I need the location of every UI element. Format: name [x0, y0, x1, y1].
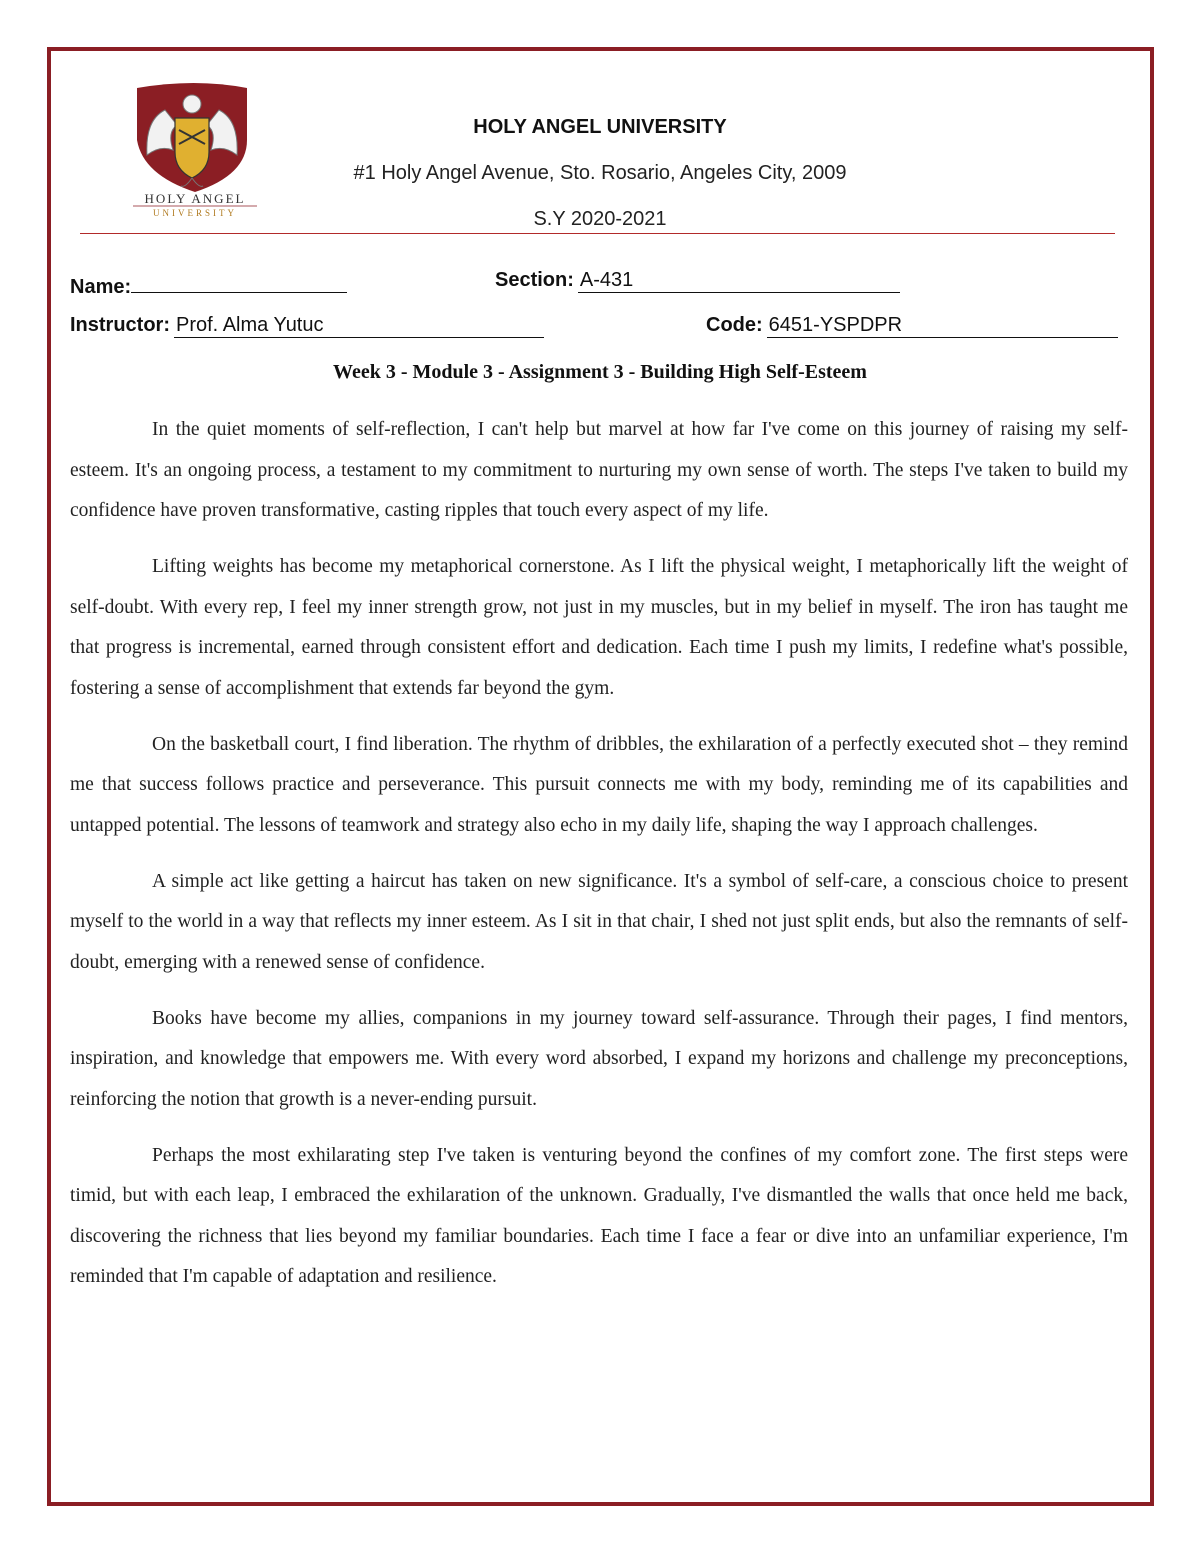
name-label: Name: — [70, 276, 132, 298]
section-field — [495, 268, 900, 293]
instructor-value[interactable]: Prof. Alma Yutuc — [174, 313, 544, 338]
logo-text-bottom: UNIVERSITY — [153, 208, 237, 218]
university-logo — [125, 70, 265, 220]
paragraph: A simple act like getting a haircut has taken on new significance. It's a symbol of self-care, a conscious choice to present myself to the world in a way that reflects my inner esteem. As I sit in that chair, I shed not just split ends, but also the remnants of self-doubt, emerging with a renewed sense of confidence. — [70, 870, 1128, 973]
section-value[interactable]: A-431 — [578, 268, 900, 293]
university-address: #1 Holy Angel Avenue, Sto. Rosario, Angeles City, 2009 — [353, 162, 847, 184]
university-name: HOLY ANGEL UNIVERSITY — [473, 116, 727, 138]
name-value[interactable] — [131, 268, 347, 293]
instructor-field — [70, 313, 544, 338]
logo-text-top: HOLY ANGEL — [144, 191, 246, 206]
code-value[interactable]: 6451-YSPDPR — [767, 313, 1118, 338]
code-field — [706, 313, 1118, 338]
instructor-label: Instructor: — [70, 314, 170, 336]
paragraph: Lifting weights has become my metaphorical cornerstone. As I lift the physical weight, I metaphorically lift the weight of self-doubt. With every rep, I feel my inner strength grow, not just in my muscles, but in my belief in myself. The iron has taught me that progress is incremental, earned through consistent effort and dedication. Each time I push my limits, I redefine what's possible, fostering a sense of accomplishment that extends far beyond the gym. — [70, 556, 1128, 699]
assignment-title: Week 3 - Module 3 - Assignment 3 - Building High Self-Esteem — [333, 361, 867, 383]
paragraph: On the basketball court, I find liberation. The rhythm of dribbles, the exhilaration of a perfectly executed shot – they remind me that success follows practice and perseverance. This pursuit connects me with my body, reminding me of its capabilities and untapped potential. The lessons of teamwork and strategy also echo in my daily life, shaping the way I approach challenges. — [70, 733, 1128, 836]
paragraph: In the quiet moments of self-reflection, I can't help but marvel at how far I've come on this journey of raising my self-esteem. It's an ongoing process, a testament to my commitment to nurturing my own sense of worth. The steps I've taken to build my confidence have proven transformative, casting ripples that touch every aspect of my life. — [70, 419, 1128, 521]
essay-body — [70, 410, 1128, 1313]
section-label: Section: — [495, 269, 574, 291]
code-label: Code: — [706, 314, 763, 336]
paragraph: Perhaps the most exhilarating step I've taken is venturing beyond the confines of my comfort zone. The first steps were timid, but with each leap, I embraced the exhilaration of the unknown. Gradually, I've dismantled the walls that once held me back, discovering the richness that lies beyond my familiar boundaries. Each time I face a fear or dive into an unfamiliar experience, I'm reminded that I'm capable of adaptation and resilience. — [70, 1144, 1128, 1287]
school-year: S.Y 2020-2021 — [533, 208, 667, 230]
name-field — [70, 268, 347, 299]
paragraph: Books have become my allies, companions in my journey toward self-assurance. Through their pages, I find mentors, inspiration, and knowledge that empowers me. With every word absorbed, I expand my horizons and challenge my preconceptions, reinforcing the notion that growth is a never-ending pursuit. — [70, 1007, 1128, 1110]
header-divider — [80, 233, 1115, 234]
